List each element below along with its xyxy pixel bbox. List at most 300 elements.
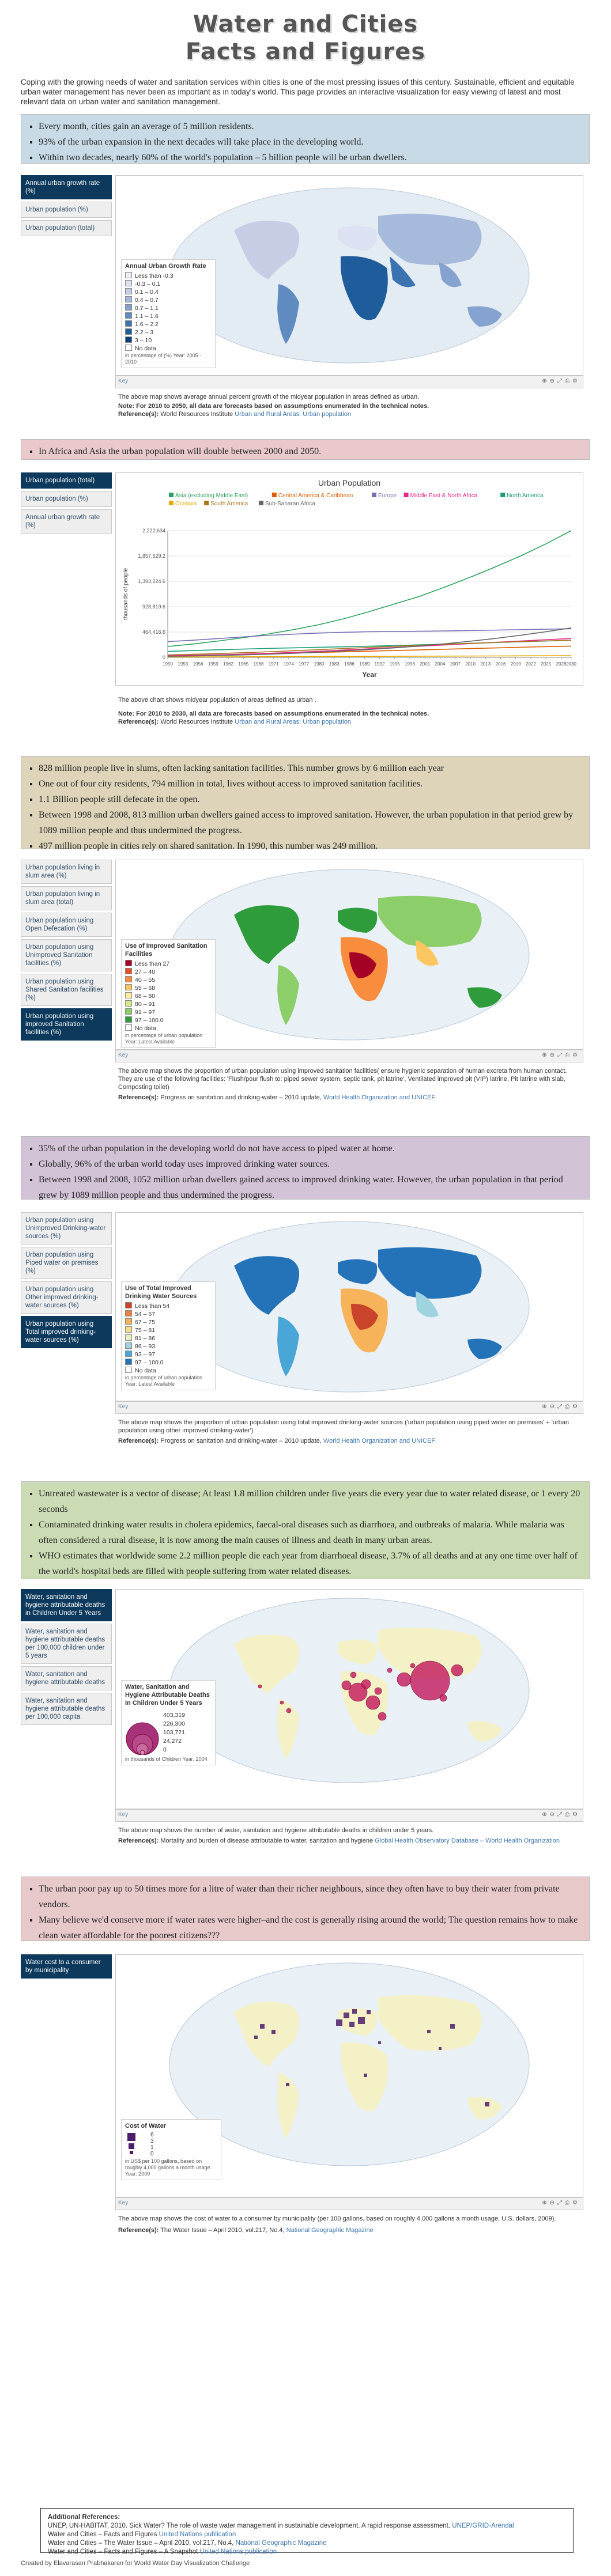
legend-label: No data xyxy=(135,1367,156,1374)
zoom-out-icon[interactable]: ⊖ xyxy=(549,1811,558,1818)
legend-swatch xyxy=(125,1302,132,1308)
legend-label: 68 – 80 xyxy=(135,993,156,1000)
bubble-marker[interactable] xyxy=(342,1681,351,1690)
caption-text: The above map shows the cost of water to a consumer by municipality (per 100 gallons, based on roughly 4,000 gallons a month usage, U.S. dollars, 2009). xyxy=(118,2215,556,2222)
legend-label: 55 – 68 xyxy=(135,985,156,992)
settings-icon[interactable]: ⚙ xyxy=(572,1052,580,1058)
legend-item xyxy=(125,960,212,968)
legend-item xyxy=(125,984,212,992)
square-marker[interactable] xyxy=(439,2047,442,2050)
bubble-legend xyxy=(125,1709,212,1756)
legend-label: 81 – 86 xyxy=(135,1335,156,1342)
legend-entry: Central America & Caribbean xyxy=(278,493,353,499)
legend-label: 97 – 100.0 xyxy=(135,1017,164,1024)
reference-text: Progress on sanitation and drinking-water – 2010 update, xyxy=(160,1094,322,1101)
legend-label: No data xyxy=(135,1025,156,1032)
indicator-button-improved-sanitation[interactable]: Urban population using improved Sanitation facilities (%) xyxy=(21,1008,112,1041)
square-marker[interactable] xyxy=(271,2030,276,2034)
x-tick-label: 2030 xyxy=(566,661,576,667)
legend-swatch xyxy=(125,1008,132,1015)
legend-swatch xyxy=(125,992,132,998)
reference-item xyxy=(48,2522,566,2530)
chart-frame-urban-population xyxy=(115,472,583,686)
legend-item xyxy=(125,1351,212,1359)
caption-note: Note: For 2010 to 2030, all data are forecasts based on assumptions enumerated in the technical notes. xyxy=(118,710,429,717)
x-tick-label: 2028 xyxy=(556,661,567,667)
square-marker[interactable] xyxy=(344,2013,349,2018)
reference-label: Reference(s): xyxy=(118,2227,159,2234)
x-tick-label: 2013 xyxy=(480,661,491,667)
x-tick-label: 1971 xyxy=(268,661,279,667)
legend-swatch xyxy=(204,501,209,505)
reference-text: Progress on sanitation and drinking-water – 2010 update, xyxy=(160,1438,322,1444)
x-tick-label: 1995 xyxy=(389,661,400,667)
legend-entry: North America xyxy=(507,493,544,499)
legend-swatch xyxy=(259,501,263,505)
legend-swatch xyxy=(125,1326,132,1333)
map-toolbar xyxy=(115,1050,583,1062)
legend-urban-growth xyxy=(121,259,216,368)
legend-label: 67 – 75 xyxy=(135,1319,156,1326)
y-axis-label: thousands of people xyxy=(123,568,129,621)
key-toggle[interactable]: Key xyxy=(118,1811,129,1818)
x-tick-label: 1998 xyxy=(405,661,415,667)
legend-label: 91 – 97 xyxy=(135,1009,156,1016)
caption-text: The above map shows the proportion of urban population using improved sanitation facilities( ensure hygienic separation of human excreta from human contact. They are use of the following facilities: 'Flush/pour flush to: piped sewer system, septic tank, pit latrine', Ventilated improved pit (VIP) latrine, Pit latrine with slab, Composting toilet) xyxy=(118,1068,567,1091)
print-icon[interactable]: ⎙ xyxy=(565,2200,573,2206)
caption-urban-population xyxy=(118,696,579,726)
map-toolbar xyxy=(115,2197,583,2210)
x-tick-label: 2025 xyxy=(541,661,552,667)
zoom-in-icon[interactable]: ⊕ xyxy=(542,1811,550,1818)
legend-title: Cost of Water xyxy=(125,2123,167,2129)
bubble-value: 403,319 xyxy=(163,1712,185,1719)
legend-entry: Middle East & North Africa xyxy=(410,493,478,499)
x-tick-label: 2007 xyxy=(450,661,461,667)
zoom-in-icon[interactable]: ⊕ xyxy=(542,378,550,384)
square-value: 1 xyxy=(150,2144,154,2151)
indicator-button-deaths-children-rate[interactable]: Water, sanitation and hygiene attributable deaths per 100,000 children under 5 years xyxy=(21,1624,112,1664)
fact-bullet: ▪ Between 1998 and 2008, 813 million urban dwellers gained access to improved sanitation. However, the urban population in that period grew by 1089 million people and thus undermined the progress. xyxy=(39,807,581,838)
page-header xyxy=(0,10,611,66)
caption-sanitation xyxy=(118,1067,579,1102)
x-tick-label: 1983 xyxy=(329,661,340,667)
caption-text: The above map shows the proportion of urban population using total improved drinking-water sources ('urban population using piped water on premises' + 'urban population using other improved drinking-water') xyxy=(118,1419,569,1434)
legend-label: -0.3 – 0.1 xyxy=(135,281,161,288)
legend-item xyxy=(125,1016,212,1024)
reference-text: Mortality and burden of disease attributable to water, sanitation and hygiene xyxy=(160,1837,374,1844)
square-marker[interactable] xyxy=(352,2009,357,2014)
legend-note: in percentage of urban population Year: Latest Available xyxy=(125,1375,203,1387)
map-tools xyxy=(542,1052,580,1058)
reference-link[interactable]: National Geographic Magazine xyxy=(286,2227,374,2234)
legend-swatch xyxy=(500,493,505,497)
y-tick-label: 1,393,224.6 xyxy=(138,578,165,584)
reference-link[interactable]: Global Health Observatory Database – World Health Organization xyxy=(375,1837,560,1844)
map-tools xyxy=(542,1811,580,1818)
caption-text: The above map shows average annual percent growth of the midyear population in areas defined as urban. xyxy=(118,394,420,400)
print-icon[interactable]: ⎙ xyxy=(565,1052,573,1058)
zoom-in-icon[interactable]: ⊕ xyxy=(542,1404,550,1410)
fact-band-water-cost xyxy=(21,1877,590,1941)
legend-label: 75 – 81 xyxy=(135,1327,156,1334)
legend-label: 40 – 55 xyxy=(135,977,156,984)
y-tick-label: 928,819.6 xyxy=(142,604,165,610)
legend-entry: Asia (excluding Middle East) xyxy=(175,493,248,499)
additional-references xyxy=(40,2508,574,2553)
bubble-marker[interactable] xyxy=(397,1673,411,1686)
fact-bullet: ▪ 497 million people in cities rely on shared sanitation. In 1990, this number was 249 million. xyxy=(39,838,581,854)
legend-swatch xyxy=(125,1342,132,1349)
caption-note: Note: For 2010 to 2050, all data are forecasts based on assumptions enumerated in the technical notes. xyxy=(118,403,429,410)
zoom-in-icon[interactable]: ⊕ xyxy=(542,2200,550,2206)
fact-band-africa-asia xyxy=(21,439,590,460)
title-line-2: Facts and Figures xyxy=(185,39,426,65)
x-tick-label: 1986 xyxy=(344,661,354,667)
reference-link[interactable]: World Health Organization and UNICEF xyxy=(323,1094,436,1101)
x-axis-label: Year xyxy=(362,671,377,679)
square-marker[interactable] xyxy=(254,2036,258,2039)
legend-label: 0.4 – 0.7 xyxy=(135,297,159,304)
bubble-marker[interactable] xyxy=(361,1679,371,1689)
legend-item xyxy=(125,328,212,336)
map-tools xyxy=(542,378,580,384)
fact-bullet: ▪ The urban poor pay up to 50 times more for a litre of water than their richer neighbours, since they often have to buy their water from private vendors. xyxy=(39,1881,581,1912)
print-icon[interactable]: ⎙ xyxy=(565,378,573,384)
legend-swatch xyxy=(272,493,277,497)
indicator-button-unimproved-water[interactable]: Urban population using Unimproved Drinking-water sources (%) xyxy=(21,1212,112,1245)
key-toggle[interactable]: Key xyxy=(118,378,129,384)
indicator-button-urban-pct[interactable]: Urban population (%) xyxy=(21,491,112,507)
legend-note: in US$ per 100 gallons, based on roughly 4,000 gallons a month usage. Year: 2009 xyxy=(125,2158,212,2177)
bubble-marker[interactable] xyxy=(375,1688,382,1694)
square-marker[interactable] xyxy=(349,2022,354,2027)
legend-swatch xyxy=(125,1000,132,1007)
legend-title: Water, Sanitation and Hygiene Attributable Deaths In Children Under 5 Years xyxy=(125,1684,210,1707)
fact-bullet: ▪ Between 1998 and 2008, 1052 million urban dwellers gained access to improved drinking water. However, the urban population in that period grew by 1089 million people and thus undermined the progress. xyxy=(39,1172,581,1203)
print-icon[interactable]: ⎙ xyxy=(565,1404,573,1410)
bubble-legend-circles xyxy=(125,1709,160,1755)
series-line xyxy=(168,531,571,646)
square-marker[interactable] xyxy=(260,2024,265,2029)
fact-bullet: ▪ Every month, cities gain an average of 5 million residents. xyxy=(39,119,581,134)
indicator-button-urban-total[interactable]: Urban population (total) xyxy=(21,220,112,236)
fact-bullet: ▪ WHO estimates that worldwide some 2.2 million people die each year from diarrhoeal disease, 3.7% of all deaths and at any one time over half of the world's hospital beds are filled with people suffering from water related diseases. xyxy=(39,1548,581,1579)
key-toggle[interactable]: Key xyxy=(118,1404,129,1410)
reference-text: Water and Cities – Facts and Figures – A Snapshot xyxy=(48,2548,198,2555)
bubble-marker[interactable] xyxy=(451,1665,463,1676)
reference-link[interactable]: Urban and Rural Areas: Urban population xyxy=(235,411,351,418)
legend-note: in percentage of (%) Year: 2005 - 2010 xyxy=(125,353,202,365)
legend-item xyxy=(125,1318,212,1326)
legend-swatch xyxy=(125,304,132,311)
bubble-value: 103,721 xyxy=(163,1729,185,1736)
key-toggle[interactable]: Key xyxy=(118,1052,129,1058)
square-legend-shapes xyxy=(125,2132,146,2157)
x-tick-label: 1953 xyxy=(178,661,188,667)
settings-icon[interactable]: ⚙ xyxy=(572,2200,580,2206)
legend-item xyxy=(125,1359,212,1367)
square-marker[interactable] xyxy=(378,2041,381,2044)
caption-drinking-water xyxy=(118,1418,579,1445)
reference-text: Water and Cities – The Water Issue – April 2010, vol.217, No.4, xyxy=(48,2540,234,2547)
caption-water-cost xyxy=(118,2215,579,2234)
legend-item xyxy=(125,272,212,280)
indicator-panel xyxy=(21,860,112,1043)
legend-swatch xyxy=(125,345,132,351)
fit-icon[interactable]: ⤢ xyxy=(557,1052,565,1058)
intro-paragraph: Coping with the growing needs of water and sanitation services within cities is one of the most pressing issues of this century. Sustainable, efficient and equitable urban water management has never been as important as in today's world. This page provides an interactive visualization for easy viewing of latest and most relevant data on urban water and sanitation management. xyxy=(21,78,575,106)
map-toolbar xyxy=(115,1401,583,1414)
indicator-button-piped-water[interactable]: Urban population using Piped water on premises (%) xyxy=(21,1247,112,1279)
fact-bullet: ▪ 93% of the urban expansion in the next decades will take place in the developing world. xyxy=(39,134,581,150)
x-tick-label: 1965 xyxy=(238,661,249,667)
fit-icon[interactable]: ⤢ xyxy=(557,378,565,384)
reference-link[interactable]: Urban and Rural Areas: Urban population xyxy=(235,718,351,725)
indicator-button-deaths-children[interactable]: Water, sanitation and hygiene attributable deaths in Children Under 5 Years xyxy=(21,1589,112,1621)
legend-swatch xyxy=(125,328,132,335)
indicator-button-urban-pct[interactable]: Urban population (%) xyxy=(21,202,112,218)
indicator-button-deaths-rate[interactable]: Water, sanitation and hygiene attributable deaths per 100,000 capita xyxy=(21,1693,112,1725)
settings-icon[interactable]: ⚙ xyxy=(572,378,580,384)
reference-label: Reference(s): xyxy=(118,718,159,725)
square-value: 3 xyxy=(150,2138,154,2144)
square-marker[interactable] xyxy=(427,2030,431,2033)
zoom-out-icon[interactable]: ⊖ xyxy=(549,1052,558,1058)
bubble-marker[interactable] xyxy=(286,1708,291,1713)
x-tick-label: 1977 xyxy=(299,661,310,667)
zoom-out-icon[interactable]: ⊖ xyxy=(549,378,558,384)
print-icon[interactable]: ⎙ xyxy=(565,1811,573,1818)
settings-icon[interactable]: ⚙ xyxy=(572,1811,580,1818)
x-tick-label: 2010 xyxy=(465,661,476,667)
bubble-marker[interactable] xyxy=(410,1663,415,1668)
legend-label: 2.2 – 3 xyxy=(135,329,154,336)
legend-swatch xyxy=(125,296,132,302)
legend-entry: Europe xyxy=(378,493,397,499)
indicator-button-urban-total[interactable]: Urban population (total) xyxy=(21,472,112,489)
legend-label: 86 – 93 xyxy=(135,1343,156,1350)
square-marker[interactable] xyxy=(286,2083,289,2086)
urban-population-chart xyxy=(116,473,583,685)
legend-item xyxy=(125,304,212,312)
bubble-marker[interactable] xyxy=(280,1701,284,1704)
legend-deaths xyxy=(121,1680,216,1765)
square-marker[interactable] xyxy=(364,2074,367,2077)
legend-label: 0.1 – 0.4 xyxy=(135,289,159,296)
indicator-button-total-improved-water[interactable]: Urban population using Total improved drinking-water sources (%) xyxy=(21,1316,112,1348)
legend-item xyxy=(125,1334,212,1342)
legend-label: 27 – 40 xyxy=(135,969,156,975)
square-value: 6 xyxy=(150,2132,154,2138)
legend-item xyxy=(125,288,212,296)
legend-title: Use of Total Improved Drinking Water Sources xyxy=(125,1285,197,1300)
square-legend-values xyxy=(150,2132,154,2157)
reference-text: World Resources Institute xyxy=(160,411,233,418)
y-tick-label: 1,857,629.2 xyxy=(138,553,165,559)
legend-label: 3 – 10 xyxy=(135,337,152,344)
indicator-panel xyxy=(21,472,112,536)
legend-label: 54 – 67 xyxy=(135,1311,156,1318)
reference-item xyxy=(48,2548,566,2556)
legend-item xyxy=(125,312,212,320)
square-marker[interactable] xyxy=(336,2019,342,2026)
reference-link[interactable]: UNEP/GRID-Arendal xyxy=(452,2522,514,2529)
legend-item xyxy=(125,968,212,976)
map-tools xyxy=(542,2200,580,2206)
indicator-button-annual-growth[interactable]: Annual urban growth rate (%) xyxy=(21,175,112,199)
zoom-out-icon[interactable]: ⊖ xyxy=(549,1404,558,1410)
zoom-out-icon[interactable]: ⊖ xyxy=(549,2200,558,2206)
legend-item xyxy=(125,1008,212,1016)
legend-note: in thousands of Children Year: 2004 xyxy=(125,1756,208,1762)
indicator-panel xyxy=(21,175,112,239)
legend-item xyxy=(125,976,212,984)
bubble-marker[interactable] xyxy=(440,1694,447,1701)
legend-swatch xyxy=(125,976,132,982)
fact-bullet: ▪ Contaminated drinking water results in cholera epidemics, faecal-oral diseases such as diarrhoea, and outbreaks of malaria. While malaria was often considered a rural disease, it is now among the main causes of illness and death in many urban areas. xyxy=(39,1517,581,1548)
legend-item xyxy=(125,1342,212,1351)
map-tools xyxy=(542,1404,580,1410)
indicator-button-slum-total[interactable]: Urban population living in slum area (total) xyxy=(21,886,112,910)
y-tick-label: 464,416.6 xyxy=(142,629,165,635)
x-tick-label: 2001 xyxy=(420,661,431,667)
x-tick-label: 2019 xyxy=(510,661,521,667)
bubble-value: 24,272 xyxy=(163,1738,182,1745)
legend-label: 0.7 – 1.1 xyxy=(135,305,159,312)
reference-text: UNEP, UN-HABITAT, 2010. Sick Water? The role of waste water management in sustainable development. A rapid response assessment. xyxy=(48,2522,451,2529)
fact-bullet: ▪ Many believe we'd conserve more if water rates were higher–and the cost is generally rising around the world; The question remains how to make clean water affordable for the poorest citizens??? xyxy=(39,1912,581,1943)
bubble-marker[interactable] xyxy=(378,1712,386,1720)
legend-item xyxy=(125,1000,212,1008)
map-toolbar xyxy=(115,376,583,388)
reference-text: Water and Cities – Facts and Figures xyxy=(48,2531,157,2538)
x-tick-label: 1962 xyxy=(223,661,233,667)
legend-swatch xyxy=(169,493,174,497)
legend-swatch xyxy=(125,1310,132,1317)
indicator-button-other-improved-water[interactable]: Urban population using Other improved drinking-water sources (%) xyxy=(21,1281,112,1314)
fact-bullet: ▪ 1.1 Billion people still defecate in the open. xyxy=(39,792,581,807)
square-marker[interactable] xyxy=(485,2102,489,2106)
reference-text: The Water Issue – April 2010, vol.217, No.4, xyxy=(160,2227,285,2234)
indicator-panel xyxy=(21,1954,112,1981)
indicator-button-unimproved-sanitation[interactable]: Urban population using Unimproved Sanitation facilities (%) xyxy=(21,939,112,971)
bubble-marker[interactable] xyxy=(366,1696,380,1709)
bubble-marker[interactable] xyxy=(258,1685,262,1688)
legend-item xyxy=(125,320,212,328)
legend-swatch xyxy=(125,272,132,278)
legend-entry: Sub-Saharan Africa xyxy=(265,501,315,507)
square-value: 0 xyxy=(150,2151,154,2157)
indicator-button-deaths-total[interactable]: Water, sanitation and hygiene attributable deaths xyxy=(21,1666,112,1690)
fit-icon[interactable]: ⤢ xyxy=(557,2200,565,2206)
settings-icon[interactable]: ⚙ xyxy=(572,1404,580,1410)
x-tick-label: 1989 xyxy=(359,661,370,667)
fact-bullet: ▪ Untreated wastewater is a vector of disease; At least 1.8 million children under five years die every year due to water related disease, or 1 every 20 seconds xyxy=(39,1486,581,1517)
legend-swatch xyxy=(125,1024,132,1031)
legend-swatch xyxy=(169,501,174,505)
legend-label: 80 – 91 xyxy=(135,1001,156,1008)
reference-item xyxy=(48,2539,566,2548)
caption-urban-growth xyxy=(118,393,579,418)
reference-link[interactable]: World Health Organization and UNICEF xyxy=(323,1438,436,1444)
fit-icon[interactable]: ⤢ xyxy=(557,1811,565,1818)
indicator-button-annual-growth[interactable]: Annual urban growth rate (%) xyxy=(21,509,112,534)
fact-band-urban-growth xyxy=(21,114,590,164)
fit-icon[interactable]: ⤢ xyxy=(557,1404,565,1410)
legend-item xyxy=(125,1326,212,1334)
legend-swatch xyxy=(125,968,132,974)
square-marker[interactable] xyxy=(450,2024,455,2029)
caption-text: The above chart shows midyear population of areas defined as urban . xyxy=(118,697,316,703)
legend-swatch xyxy=(125,960,132,966)
indicator-panel xyxy=(21,1589,112,1727)
x-tick-label: 2022 xyxy=(526,661,536,667)
indicator-panel xyxy=(21,1212,112,1351)
legend-swatch xyxy=(125,1318,132,1325)
legend-title: Use of Improved Sanitation Facilities xyxy=(125,943,208,958)
indicator-button-water-cost[interactable]: Water cost to a consumer by municipality xyxy=(21,1954,112,1979)
x-tick-label: 1980 xyxy=(314,661,325,667)
square-marker[interactable] xyxy=(367,2010,371,2014)
caption-text: The above map shows the number of water, sanitation and hygiene attributable deaths in children under 5 years. xyxy=(118,1827,434,1834)
legend-title: Annual Urban Growth Rate xyxy=(125,263,206,270)
reference-label: Reference(s): xyxy=(118,1438,159,1444)
legend-label: 93 – 97 xyxy=(135,1351,156,1358)
legend-water-cost xyxy=(121,2119,221,2180)
bubble-marker[interactable] xyxy=(387,1668,392,1673)
legend-label: Less than 54 xyxy=(135,1303,170,1310)
chart-title: Urban Population xyxy=(318,478,381,487)
fact-bullet: ▪ Within two decades, nearly 60% of the world's population – 5 billion people will be urban dwellers. xyxy=(39,150,581,165)
bubble-marker[interactable] xyxy=(350,1672,356,1678)
legend-swatch xyxy=(125,1334,132,1341)
bubble-value: 226,300 xyxy=(163,1720,185,1727)
legend-swatch xyxy=(125,336,132,343)
legend-swatch xyxy=(125,1351,132,1357)
x-tick-label: 1959 xyxy=(208,661,218,667)
reference-link[interactable]: United Nations publication xyxy=(199,2548,277,2555)
legend-swatch xyxy=(125,288,132,294)
legend-label: Less than 27 xyxy=(135,960,170,967)
reference-text: World Resources Institute xyxy=(160,718,233,725)
legend-label: 1.1 – 1.6 xyxy=(135,313,159,320)
fact-band-disease xyxy=(21,1481,590,1579)
legend-entry: Oceania xyxy=(175,501,197,507)
reference-link[interactable]: National Geographic Magazine xyxy=(235,2540,327,2547)
reference-link[interactable]: United Nations publication xyxy=(159,2531,236,2538)
references-title: Additional References: xyxy=(48,2514,120,2521)
legend-swatch xyxy=(125,280,132,286)
legend-swatch xyxy=(125,312,132,319)
indicator-button-open-defecation[interactable]: Urban population using Open Defecation (%) xyxy=(21,913,112,937)
legend-item xyxy=(125,992,212,1000)
legend-swatch xyxy=(125,1367,132,1373)
legend-drinking-water xyxy=(121,1281,216,1390)
map-toolbar xyxy=(115,1809,583,1822)
caption-deaths xyxy=(118,1826,579,1845)
fact-bullet: ▪ Globally, 96% of the urban world today uses improved drinking water sources. xyxy=(39,1156,581,1172)
key-toggle[interactable]: Key xyxy=(118,2200,129,2206)
legend-swatch xyxy=(125,1359,132,1365)
zoom-in-icon[interactable]: ⊕ xyxy=(542,1052,550,1058)
legend-items xyxy=(125,272,212,353)
indicator-button-slum-pct[interactable]: Urban population living in slum area (%) xyxy=(21,860,112,884)
legend-swatch xyxy=(125,320,132,327)
square-marker[interactable] xyxy=(358,2017,365,2024)
x-tick-label: 1956 xyxy=(193,661,203,667)
indicator-button-shared-sanitation[interactable]: Urban population using Shared Sanitation facilities (%) xyxy=(21,974,112,1006)
